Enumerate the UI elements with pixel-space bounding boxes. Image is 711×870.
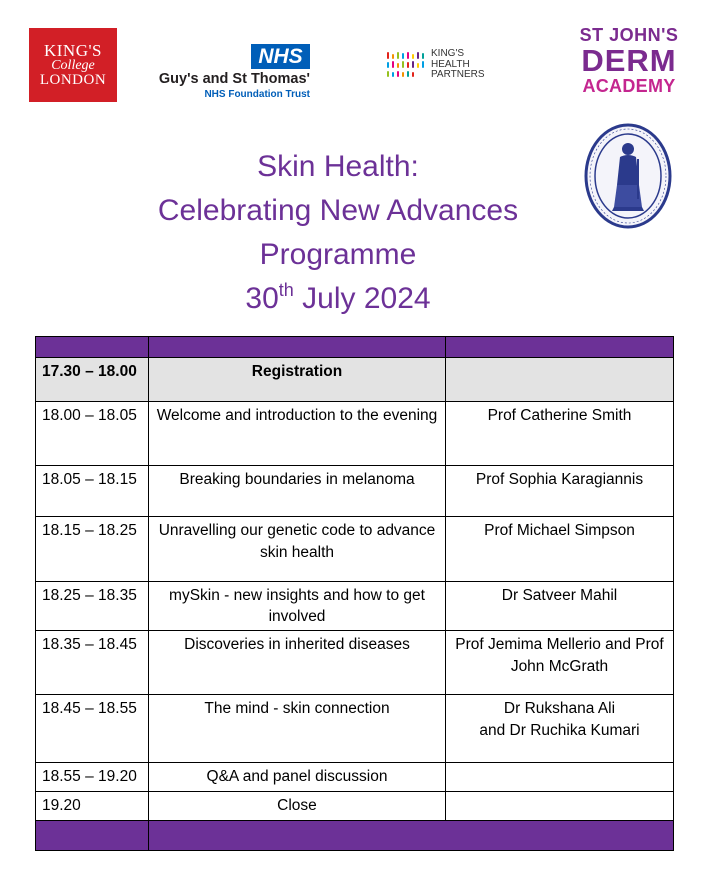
kings-college-london-logo (29, 28, 117, 102)
session-cell: Registration (149, 358, 446, 402)
speaker-cell: Prof Catherine Smith (446, 402, 674, 466)
footer-band-cell (36, 821, 149, 851)
st-johns-institute-seal-icon (584, 123, 672, 229)
khp-line3: PARTNERS (431, 69, 485, 80)
session-cell: Q&A and panel discussion (149, 763, 446, 792)
session-cell: mySkin - new insights and how to get involved (149, 582, 446, 631)
speaker-cell: Prof Sophia Karagiannis (446, 466, 674, 517)
speaker-cell (446, 763, 674, 792)
session-cell: Unravelling our genetic code to advance skin health (149, 517, 446, 582)
schedule-table (35, 336, 674, 851)
session-cell: Welcome and introduction to the evening (149, 402, 446, 466)
header-band-cell (36, 337, 149, 358)
time-cell: 18.05 – 18.15 (36, 466, 149, 517)
speaker-line: Dr Rukshana Ali (503, 700, 616, 717)
table-row (36, 792, 674, 821)
nhs-logo: NHS (251, 44, 310, 69)
date-month-year: July 2024 (293, 282, 431, 315)
khp-line1: KING'S (431, 48, 465, 59)
header-band-cell (149, 337, 446, 358)
session-cell: The mind - skin connection (149, 695, 446, 763)
table-footer-band (36, 821, 674, 851)
session-cell: Close (149, 792, 446, 821)
kcl-logo-line3: LONDON (39, 72, 107, 88)
date-day: 30 (245, 282, 279, 315)
khp-text (431, 49, 485, 81)
derm-logo-line2: DERM (581, 43, 677, 78)
time-cell: 18.35 – 18.45 (36, 631, 149, 695)
gstt-trust: NHS Foundation Trust (204, 89, 310, 100)
session-cell: Discoveries in inherited diseases (149, 631, 446, 695)
speaker-cell (446, 695, 674, 763)
table-row (36, 631, 674, 695)
gstt-name: Guy's and St Thomas' (158, 71, 310, 87)
date-suffix: th (278, 280, 294, 300)
st-johns-derm-academy-logo (576, 26, 682, 96)
guys-st-thomas-logo (147, 44, 310, 102)
time-cell: 18.55 – 19.20 (36, 763, 149, 792)
kings-health-partners-logo (387, 49, 487, 83)
title-line3: Programme (259, 238, 417, 271)
footer-band-cell (149, 821, 674, 851)
time-cell: 18.00 – 18.05 (36, 402, 149, 466)
time-cell: 19.20 (36, 792, 149, 821)
header-band-cell (446, 337, 674, 358)
table-header-band (36, 337, 674, 358)
title-line1: Skin Health: (257, 150, 419, 183)
time-cell: 18.15 – 18.25 (36, 517, 149, 582)
table-row (36, 763, 674, 792)
programme-title (100, 145, 576, 324)
khp-line2: HEALTH (431, 58, 470, 70)
table-row (36, 402, 674, 466)
table-row (36, 466, 674, 517)
table-row (36, 695, 674, 763)
speaker-line: and Dr Ruchika Kumari (479, 722, 640, 739)
table-row (36, 358, 674, 402)
speaker-cell (446, 358, 674, 402)
derm-logo-line1: ST JOHN'S (579, 25, 679, 45)
khp-bars-icon (387, 52, 427, 78)
kcl-logo-line1: KING'S (43, 41, 102, 60)
event-date (100, 277, 576, 324)
derm-logo-line3: ACADEMY (582, 76, 676, 96)
kcl-logo-line2: College (51, 58, 95, 73)
table-row (36, 517, 674, 582)
time-cell: 18.25 – 18.35 (36, 582, 149, 631)
title-line2: Celebrating New Advances (157, 194, 519, 227)
time-cell: 17.30 – 18.00 (36, 358, 149, 402)
table-row (36, 582, 674, 631)
time-cell: 18.45 – 18.55 (36, 695, 149, 763)
speaker-cell: Prof Michael Simpson (446, 517, 674, 582)
speaker-cell (446, 792, 674, 821)
speaker-cell: Prof Jemima Mellerio and Prof John McGrath (446, 631, 674, 695)
session-cell: Breaking boundaries in melanoma (149, 466, 446, 517)
speaker-cell: Dr Satveer Mahil (446, 582, 674, 631)
